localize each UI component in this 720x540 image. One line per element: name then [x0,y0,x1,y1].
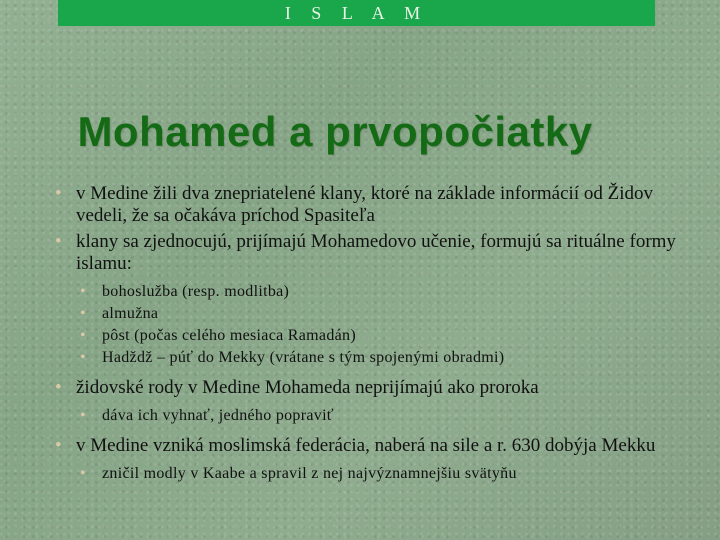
bullet-dot-icon: • [80,465,86,482]
bullet-text: klany sa zjednocujú, prijímajú Mohamedovo učenie, formujú sa rituálne formy islamu: [76,231,676,274]
sub-bullet-text: dáva ich vyhnať, jedného popraviť [102,407,334,424]
bullet-dot-icon: • [55,377,62,398]
bullet-dot-icon: • [80,327,86,344]
sub-bullet-item [80,303,705,325]
bullet-dot-icon: • [55,231,62,252]
bullet-item [55,231,705,275]
bullet-dot-icon: • [80,283,86,300]
bullet-item [55,183,705,227]
bullet-dot-icon: • [80,349,86,366]
sub-bullet-item [80,281,705,303]
sub-bullet-item [80,325,705,347]
sub-bullet-text: pôst (počas celého mesiaca Ramadán) [102,327,356,344]
slide-title: Mohamed a prvopočiatky [77,108,593,155]
sub-bullet-text: bohoslužba (resp. modlitba) [102,283,290,300]
sub-bullet-item [80,347,705,369]
sub-bullet-item [80,405,705,427]
bullet-text: židovské rody v Medine Mohameda neprijímajú ako proroka [76,377,539,398]
slide-content [55,183,705,493]
sub-bullet-text: zničil modly v Kaabe a spravil z nej najvýznamnejšiu svätyňu [102,465,517,482]
sub-bullet-text: Hadždž – púť do Mekky (vrátane s tým spojenými obradmi) [102,349,505,366]
bullet-item [55,435,705,457]
sub-bullet-list [55,463,705,485]
bullet-text: v Medine vzniká moslimská federácia, naberá na sile a r. 630 dobýja Mekku [76,435,656,456]
header-banner [58,0,655,26]
sub-bullet-item [80,463,705,485]
sub-bullet-list [55,405,705,427]
bullet-text: v Medine žili dva znepriatelené klany, ktoré na základe informácií od Židov vedeli, že sa očakáva príchod Spasiteľa [76,183,653,226]
bullet-dot-icon: • [80,305,86,322]
bullet-dot-icon: • [55,183,62,204]
sub-bullet-text: almužna [102,305,159,322]
sub-bullet-list [55,281,705,369]
bullet-dot-icon: • [55,435,62,456]
bullet-dot-icon: • [80,407,86,424]
bullet-item [55,377,705,399]
banner-title: I S L A M [284,2,429,23]
